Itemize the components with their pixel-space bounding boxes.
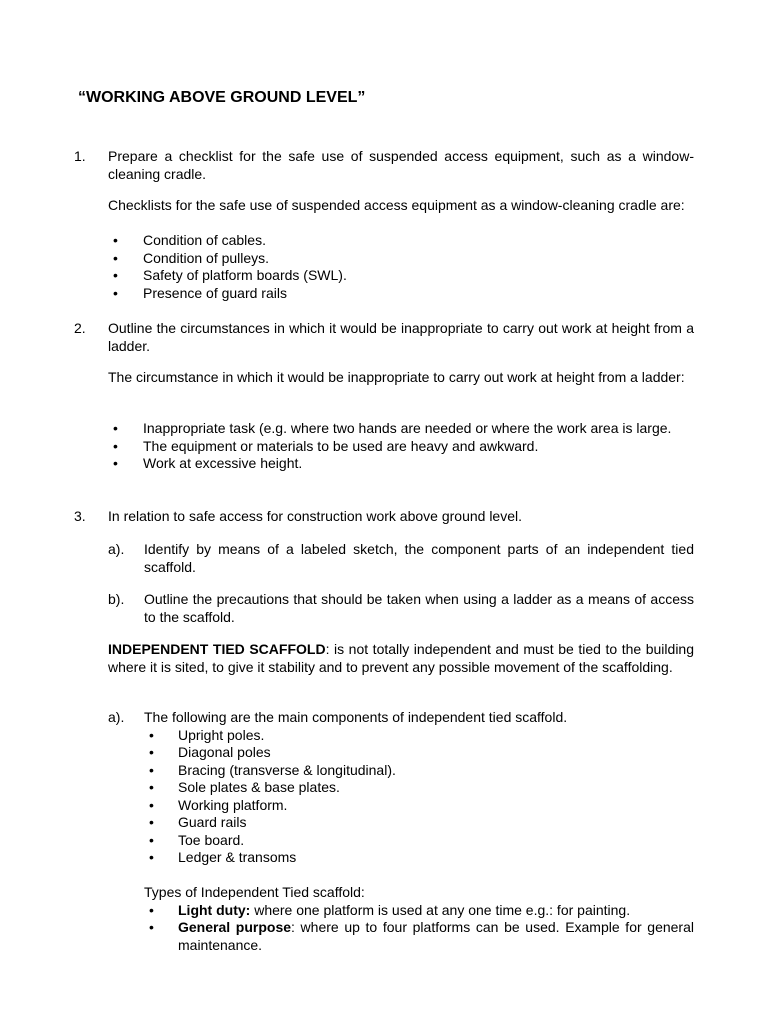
component-list [144, 727, 694, 867]
page-title: “WORKING ABOVE GROUND LEVEL” [78, 89, 366, 106]
list-item: • Toe board. [144, 832, 694, 850]
definition-text: : is not totally independent and must be tied to the building where it is sited, to give it stability and to prevent any possible movement of the scaffolding. [108, 641, 694, 675]
q2-answer-intro: The circumstance in which it would be inappropriate to carry out work at height from a ladder: [108, 369, 685, 385]
types-section [108, 884, 694, 954]
type1-text: where one platform is used at any one time e.g.: for painting. [250, 901, 631, 918]
q3-answer-a [108, 709, 694, 867]
q3-part-a [108, 541, 694, 576]
list-item: • Condition of pulleys. [108, 250, 694, 268]
q3-number: 3. [74, 508, 86, 524]
q3-part-b-text: Outline the precautions that should be taken when using a ladder as a means of access to the scaffold. [144, 591, 694, 625]
type2-term: General purpose [178, 919, 292, 935]
q2-question: Outline the circumstances in which it would be inappropriate to carry out work at height from a ladder. [108, 320, 694, 354]
q1-answer-intro: Checklists for the safe use of suspended access equipment as a window-cleaning cradle are: [108, 197, 685, 213]
list-item: • Bracing (transverse & longitudinal). [144, 762, 694, 780]
list-item: • Sole plates & base plates. [144, 779, 694, 797]
q3-part-b [108, 591, 694, 626]
q1-number: 1. [74, 148, 86, 164]
list-item: • Safety of platform boards (SWL). [108, 267, 694, 285]
q3-part-a-label: a). [108, 541, 125, 557]
q3-part-b-label: b). [108, 591, 125, 607]
q1-question: Prepare a checklist for the safe use of suspended access equipment, such as a window-cleaning cradle. [108, 148, 694, 182]
q3-answer-a-label: a). [108, 709, 125, 725]
q1-checklist [108, 232, 694, 302]
q3-answer-a-intro: The following are the main components of independent tied scaffold. [144, 709, 568, 725]
list-item: • Guard rails [144, 814, 694, 832]
list-item: • Ledger & transoms [144, 849, 694, 867]
scaffold-definition [108, 641, 694, 676]
list-item [144, 919, 694, 954]
list-item: • Upright poles. [144, 727, 694, 745]
list-item [144, 902, 694, 920]
definition-term: INDEPENDENT TIED SCAFFOLD [108, 641, 326, 657]
list-item: • The equipment or materials to be used are heavy and awkward. [108, 438, 694, 456]
types-intro: Types of Independent Tied scaffold: [144, 884, 365, 900]
list-item: • Presence of guard rails [108, 285, 694, 303]
list-item: • Work at excessive height. [108, 455, 694, 473]
types-list [144, 902, 694, 955]
q3-part-a-text: Identify by means of a labeled sketch, the component parts of an independent tied scaffold. [144, 541, 694, 575]
list-item: • Condition of cables. [108, 232, 694, 250]
type2-text: : where up to four platforms can be used. Example for general maintenance. [178, 919, 694, 953]
list-item: • Working platform. [144, 797, 694, 815]
q2-number: 2. [74, 320, 86, 336]
list-item: • Diagonal poles [144, 744, 694, 762]
q3-question: In relation to safe access for construction work above ground level. [108, 508, 522, 524]
list-item: • Inappropriate task (e.g. where two hands are needed or where the work area is large. [108, 420, 694, 438]
q2-list [108, 420, 694, 473]
type1-term: Light duty: [178, 901, 251, 918]
